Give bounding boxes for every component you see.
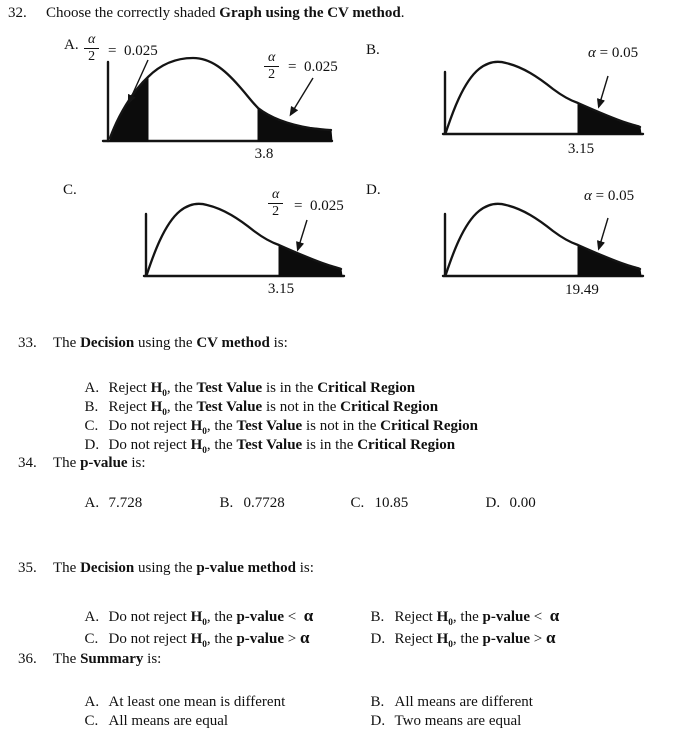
option-letter: A. <box>84 608 100 625</box>
question-number: 35. <box>18 560 37 576</box>
option-letter: D. <box>370 712 386 729</box>
question-33-title: The Decision using the CV method is: <box>53 335 288 351</box>
question-34-title: The p-value is: <box>53 455 146 471</box>
question-36-title: The Summary is: <box>53 651 162 667</box>
question-number: 34. <box>18 455 37 471</box>
q36-option-c <box>62 693 229 744</box>
option-letter: A. <box>84 379 100 396</box>
option-text: 7.728 <box>108 494 143 511</box>
graph-b-alpha-label: α = 0.05 <box>588 45 639 61</box>
graph-d-alpha-label: α = 0.05 <box>584 188 635 204</box>
option-text: At least one mean is different <box>108 693 286 710</box>
option-text: Do not reject $H_0$, the p-value < α <box>108 605 314 628</box>
option-text: Do not reject $H_0$, the Test Value is not in the Critical Region <box>108 417 479 437</box>
option-text: Reject $H_0$, the Test Value is not in the Critical Region <box>108 398 439 418</box>
question-35-title: The Decision using the p-value method is: <box>53 560 314 576</box>
question-number: 36. <box>18 651 37 667</box>
graph-a-critical-value: 3.8 <box>254 146 274 162</box>
option-text: Reject $H_0$, the p-value < α <box>394 605 560 628</box>
graph-b-letter: B. <box>366 42 380 58</box>
fraction-numerator: α <box>268 188 283 204</box>
chi-square-graph-c <box>142 200 347 280</box>
graph-c-letter: C. <box>63 182 77 198</box>
right-label-arrow <box>291 78 313 114</box>
fraction-denominator: 2 <box>272 204 280 220</box>
option-letter: B. <box>219 494 234 511</box>
q34-option-c <box>328 478 408 528</box>
option-text: Reject $H_0$, the Test Value is in the Critical Region <box>108 379 416 399</box>
option-letter: B. <box>370 608 385 625</box>
option-text: Reject $H_0$, the p-value > α <box>394 627 556 650</box>
option-text: All means are equal <box>108 712 229 729</box>
alpha-over-2-fraction <box>84 33 99 65</box>
option-text: All means are different <box>394 693 533 710</box>
q36-option-d <box>348 693 522 744</box>
option-text: Do not reject $H_0$, the p-value > α <box>108 627 310 650</box>
alpha-label-arrow <box>599 218 608 248</box>
graph-d-letter: D. <box>366 182 381 198</box>
graph-d-critical-value: 19.49 <box>565 282 599 298</box>
option-letter: B. <box>370 693 385 710</box>
option-text: 0.7728 <box>243 494 285 511</box>
q35-option-d <box>348 612 555 664</box>
chi-square-graph-a <box>100 42 335 147</box>
fraction-denominator: 2 <box>268 67 276 83</box>
graph-a-letter: A. <box>64 37 79 53</box>
option-letter: A. <box>84 693 100 710</box>
fraction-numerator: α <box>264 51 279 67</box>
fraction-denominator: 2 <box>88 49 96 65</box>
option-letter: A. <box>84 494 100 511</box>
left-tail-shaded-region <box>110 77 148 141</box>
graph-b-critical-value: 3.15 <box>567 141 595 157</box>
graph-c-critical-value: 3.15 <box>267 281 295 297</box>
graph-c-alpha-value: = 0.025 <box>294 198 344 214</box>
option-letter: D. <box>370 630 386 647</box>
graph-a-right-alpha-value: = 0.025 <box>288 59 338 75</box>
question-32-title: Choose the correctly shaded Graph using the CV method. <box>46 5 405 21</box>
question-number: 33. <box>18 335 37 351</box>
option-text: 0.00 <box>509 494 536 511</box>
option-text: Two means are equal <box>394 712 522 729</box>
option-letter: C. <box>84 630 99 647</box>
graph-a-left-alpha-value: = 0.025 <box>108 43 158 59</box>
option-letter: D. <box>84 436 100 453</box>
alpha-label-arrow <box>298 220 307 249</box>
option-letter: B. <box>84 398 99 415</box>
q34-option-b <box>197 478 285 528</box>
option-letter: C. <box>350 494 365 511</box>
fraction-numerator: α <box>84 33 99 49</box>
q34-option-a <box>62 478 142 528</box>
chi-square-graph-b <box>441 58 646 138</box>
alpha-label-arrow <box>599 76 608 106</box>
option-letter: D. <box>485 494 501 511</box>
option-text: 10.85 <box>374 494 409 511</box>
chi-square-graph-d <box>441 200 646 280</box>
q34-option-d <box>463 478 536 528</box>
option-letter: C. <box>84 712 99 729</box>
option-text: Do not reject $H_0$, the Test Value is in the Critical Region <box>108 436 456 456</box>
question-number: 32. <box>8 5 27 21</box>
option-letter: C. <box>84 417 99 434</box>
